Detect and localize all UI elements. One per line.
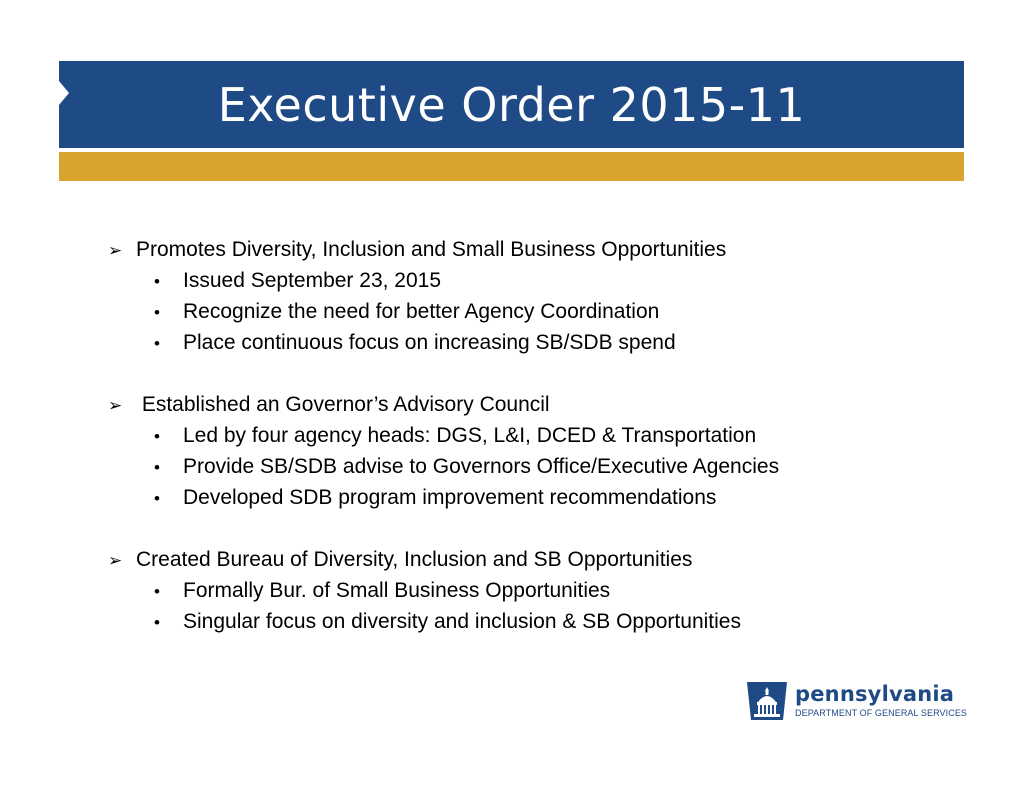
list-item — [108, 420, 968, 451]
pa-dgs-logo — [745, 680, 967, 724]
section-diversity — [108, 234, 968, 358]
list-item — [108, 606, 968, 637]
slide-content — [108, 234, 968, 668]
list-item — [108, 296, 968, 327]
keystone-capitol-icon — [745, 680, 789, 724]
dot-bullet-icon: • — [154, 334, 160, 353]
logo-wordmark: pennsylvania — [795, 682, 955, 706]
section-heading — [108, 544, 968, 575]
title-bar — [59, 61, 964, 148]
list-item — [108, 482, 968, 513]
list-item-text: Formally Bur. of Small Business Opportunities — [183, 579, 611, 602]
list-item-text: Developed SDB program improvement recommendations — [183, 486, 717, 509]
dot-bullet-icon: • — [154, 272, 160, 291]
dot-bullet-icon: • — [154, 489, 160, 508]
list-item-text: Recognize the need for better Agency Coordination — [183, 300, 660, 323]
list-item — [108, 451, 968, 482]
arrowhead-bullet-icon: ➢ — [108, 241, 123, 261]
list-item-text: Provide SB/SDB advise to Governors Office/Executive Agencies — [183, 455, 780, 478]
dot-bullet-icon: • — [154, 427, 160, 446]
list-item-text: Led by four agency heads: DGS, L&I, DCED & Transportation — [183, 424, 757, 447]
dot-bullet-icon: • — [154, 613, 160, 632]
list-item — [108, 575, 968, 606]
section-heading-text: Created Bureau of Diversity, Inclusion and SB Opportunities — [136, 548, 693, 571]
dot-bullet-icon: • — [154, 582, 160, 601]
section-heading-text: Established an Governor’s Advisory Council — [136, 393, 550, 416]
list-item-text: Place continuous focus on increasing SB/SDB spend — [183, 331, 676, 354]
gold-accent-bar — [59, 152, 964, 181]
title-notch-decoration — [59, 81, 69, 105]
dot-bullet-icon: • — [154, 458, 160, 477]
section-bureau — [108, 544, 968, 637]
arrowhead-bullet-icon: ➢ — [108, 551, 123, 571]
list-item — [108, 265, 968, 296]
section-heading — [108, 234, 968, 265]
list-item — [108, 327, 968, 358]
list-item-text: Issued September 23, 2015 — [183, 269, 442, 292]
section-advisory-council — [108, 389, 968, 513]
section-heading-text: Promotes Diversity, Inclusion and Small Business Opportunities — [136, 238, 727, 261]
arrowhead-bullet-icon: ➢ — [108, 396, 123, 416]
section-heading — [108, 389, 968, 420]
logo-department: DEPARTMENT OF GENERAL SERVICES — [795, 708, 968, 718]
list-item-text: Singular focus on diversity and inclusion & SB Opportunities — [183, 610, 741, 633]
page-title: Executive Order 2015-11 — [217, 77, 806, 132]
dot-bullet-icon: • — [154, 303, 160, 322]
